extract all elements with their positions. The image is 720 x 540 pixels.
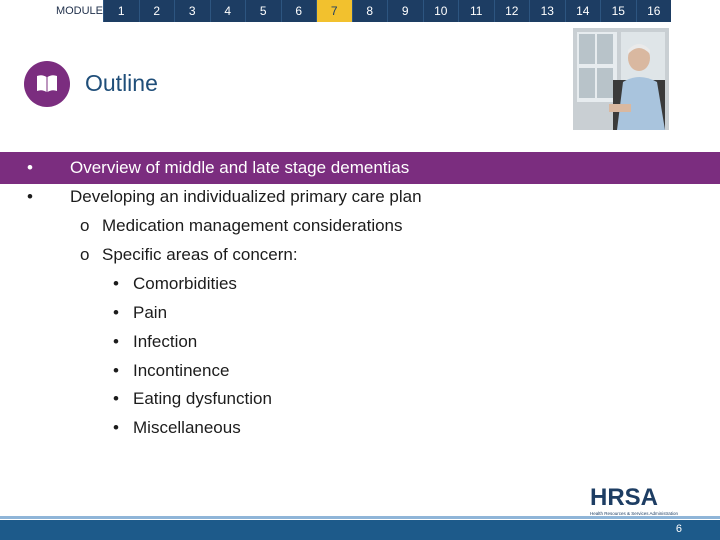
bullet: • — [113, 332, 119, 351]
list-item: Infection — [133, 332, 198, 351]
list-item: Incontinence — [133, 361, 230, 380]
bullet: o — [80, 245, 90, 264]
module-tab-11[interactable]: 11 — [458, 0, 494, 22]
bullet: • — [113, 361, 119, 380]
module-tabs — [103, 0, 671, 22]
module-tab-8[interactable]: 8 — [352, 0, 388, 22]
list-item: Comorbidities — [133, 274, 237, 293]
module-tab-15[interactable]: 15 — [600, 0, 636, 22]
module-tab-10[interactable]: 10 — [423, 0, 459, 22]
bullet: o — [80, 216, 90, 235]
list-item: Pain — [133, 303, 168, 322]
book-icon — [24, 61, 70, 107]
footer-bar — [0, 520, 720, 540]
bullet: • — [113, 418, 119, 437]
bullet: • — [113, 389, 119, 408]
module-tab-16[interactable]: 16 — [636, 0, 672, 22]
module-tab-1[interactable]: 1 — [103, 0, 139, 22]
bullet: • — [113, 303, 119, 322]
list-item: Miscellaneous — [133, 418, 241, 437]
module-tab-14[interactable]: 14 — [565, 0, 601, 22]
module-tab-5[interactable]: 5 — [245, 0, 281, 22]
bullet: • — [27, 187, 33, 206]
module-label: MODULE — [0, 0, 103, 22]
module-nav — [0, 0, 720, 22]
hrsa-logo-subtext: Health Resources & Services Administration — [590, 511, 679, 516]
footer-accent-line — [0, 516, 720, 519]
list-item: Eating dysfunction — [133, 389, 272, 408]
list-item: Medication management considerations — [102, 216, 403, 235]
hrsa-logo — [590, 486, 686, 518]
module-tab-4[interactable]: 4 — [210, 0, 246, 22]
bullet: • — [27, 158, 33, 177]
bullet: • — [113, 274, 119, 293]
hrsa-logo-text: HRSA — [590, 484, 659, 511]
module-tab-7[interactable]: 7 — [316, 0, 352, 22]
module-tab-3[interactable]: 3 — [174, 0, 210, 22]
elderly-man-in-chair-photo — [573, 28, 669, 130]
module-tab-12[interactable]: 12 — [494, 0, 530, 22]
slide-title: Outline — [85, 70, 158, 96]
module-tab-13[interactable]: 13 — [529, 0, 565, 22]
module-tab-9[interactable]: 9 — [387, 0, 423, 22]
page-number: 6 — [675, 523, 682, 535]
list-item: Specific areas of concern: — [102, 245, 298, 264]
list-item: Overview of middle and late stage dementias — [70, 158, 410, 177]
module-tab-2[interactable]: 2 — [139, 0, 175, 22]
list-item: Developing an individualized primary care plan — [70, 187, 422, 206]
module-tab-6[interactable]: 6 — [281, 0, 317, 22]
